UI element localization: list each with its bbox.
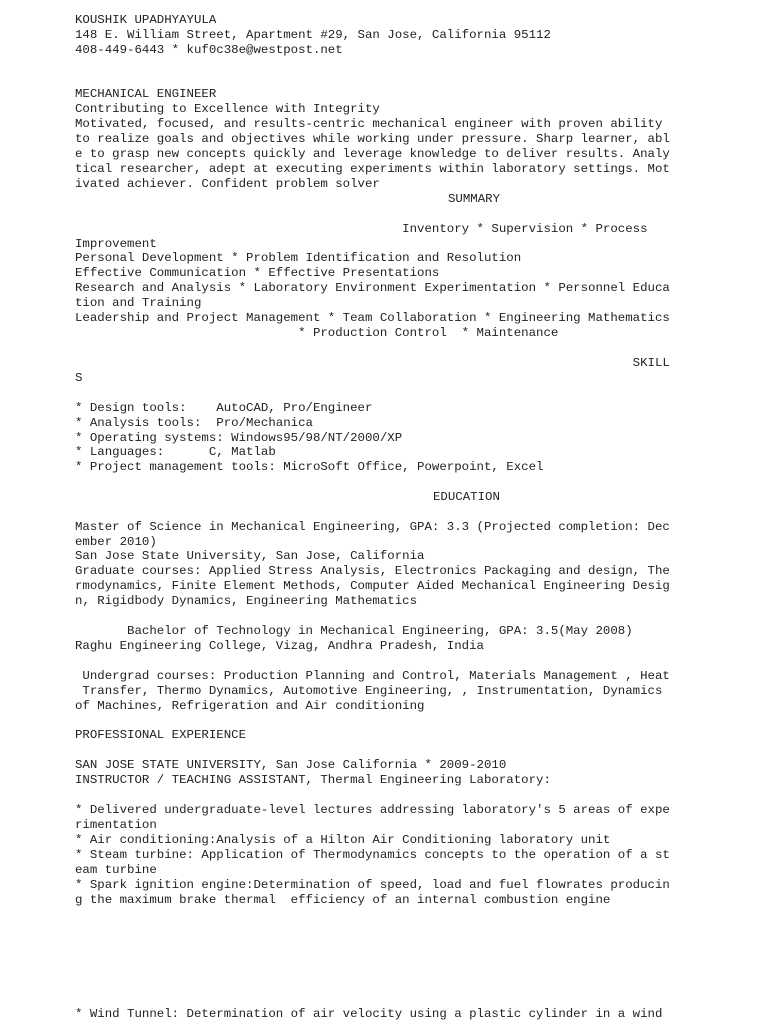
experience-bullet: * Spark ignition engine:Determination of speed, load and fuel flowrates producin <box>75 878 670 892</box>
experience-bullet: * Wind Tunnel: Determination of air velocity using a plastic cylinder in a wind <box>75 1007 663 1021</box>
summary-line: Inventory * Supervision * Process <box>75 222 648 236</box>
summary-line: Effective Communication * Effective Presentations <box>75 266 440 280</box>
experience-bullet: * Air conditioning:Analysis of a Hilton Air Conditioning laboratory unit <box>75 833 611 847</box>
skill-item: * Design tools: AutoCAD, Pro/Engineer <box>75 401 373 415</box>
education-line: n, Rigidbody Dynamics, Engineering Mathematics <box>75 594 418 608</box>
contact-line: 408-449-6443 * kuf0c38e@westpost.net <box>75 43 343 57</box>
skill-item: * Languages: C, Matlab <box>75 445 276 459</box>
summary-line: tion and Training <box>75 296 202 310</box>
profile-line: tical researcher, adept at executing experiments within laboratory settings. Mot <box>75 162 670 176</box>
experience-heading: PROFESSIONAL EXPERIENCE <box>75 728 247 742</box>
resume-name: KOUSHIK UPADHYAYULA <box>75 13 217 27</box>
skill-item: * Analysis tools: Pro/Mechanica <box>75 416 313 430</box>
profile-line: Motivated, focused, and results-centric mechanical engineer with proven ability <box>75 117 663 131</box>
experience-bullet: * Delivered undergraduate-level lectures addressing laboratory's 5 areas of expe <box>75 803 670 817</box>
education-line: Bachelor of Technology in Mechanical Engineering, GPA: 3.5(May 2008) <box>75 624 633 638</box>
education-line: Raghu Engineering College, Vizag, Andhra Pradesh, India <box>75 639 484 653</box>
summary-line: Personal Development * Problem Identification and Resolution <box>75 251 522 265</box>
education-heading: EDUCATION <box>433 490 500 504</box>
summary-line: Research and Analysis * Laboratory Environment Experimentation * Personnel Educa <box>75 281 670 295</box>
education-line: of Machines, Refrigeration and Air conditioning <box>75 699 425 713</box>
education-line: San Jose State University, San Jose, California <box>75 549 425 563</box>
education-line: rmodynamics, Finite Element Methods, Computer Aided Mechanical Engineering Desig <box>75 579 670 593</box>
summary-line: Leadership and Project Management * Team Collaboration * Engineering Mathematics <box>75 311 670 325</box>
education-line: ember 2010) <box>75 535 157 549</box>
profile-line: e to grasp new concepts quickly and leverage knowledge to deliver results. Analy <box>75 147 670 161</box>
profile-line: ivated achiever. Confident problem solver <box>75 177 380 191</box>
experience-bullet: g the maximum brake thermal efficiency of an internal combustion engine <box>75 893 611 907</box>
tagline: Contributing to Excellence with Integrity <box>75 102 380 116</box>
experience-bullet: eam turbine <box>75 863 157 877</box>
summary-heading: SUMMARY <box>448 192 501 206</box>
skills-heading-wrap: S <box>75 371 83 385</box>
role-line: INSTRUCTOR / TEACHING ASSISTANT, Thermal Engineering Laboratory: <box>75 773 551 787</box>
summary-line: * Production Control * Maintenance <box>75 326 559 340</box>
education-line: Transfer, Thermo Dynamics, Automotive Engineering, , Instrumentation, Dynamics <box>75 684 663 698</box>
job-title: MECHANICAL ENGINEER <box>75 87 217 101</box>
education-line: Graduate courses: Applied Stress Analysis, Electronics Packaging and design, The <box>75 564 670 578</box>
skill-item: * Project management tools: MicroSoft Office, Powerpoint, Excel <box>75 460 544 474</box>
employer-line: SAN JOSE STATE UNIVERSITY, San Jose California * 2009-2010 <box>75 758 507 772</box>
address-line: 148 E. William Street, Apartment #29, San Jose, California 95112 <box>75 28 551 42</box>
education-line: Undergrad courses: Production Planning and Control, Materials Management , Heat <box>75 669 670 683</box>
experience-bullet: rimentation <box>75 818 157 832</box>
summary-line: Improvement <box>75 237 157 251</box>
skill-item: * Operating systems: Windows95/98/NT/2000/XP <box>75 431 403 445</box>
profile-line: to realize goals and objectives while working under pressure. Sharp learner, abl <box>75 132 670 146</box>
education-line: Master of Science in Mechanical Engineering, GPA: 3.3 (Projected completion: Dec <box>75 520 670 534</box>
experience-bullet: * Steam turbine: Application of Thermodynamics concepts to the operation of a st <box>75 848 670 862</box>
skills-heading: SKILL <box>75 356 670 370</box>
